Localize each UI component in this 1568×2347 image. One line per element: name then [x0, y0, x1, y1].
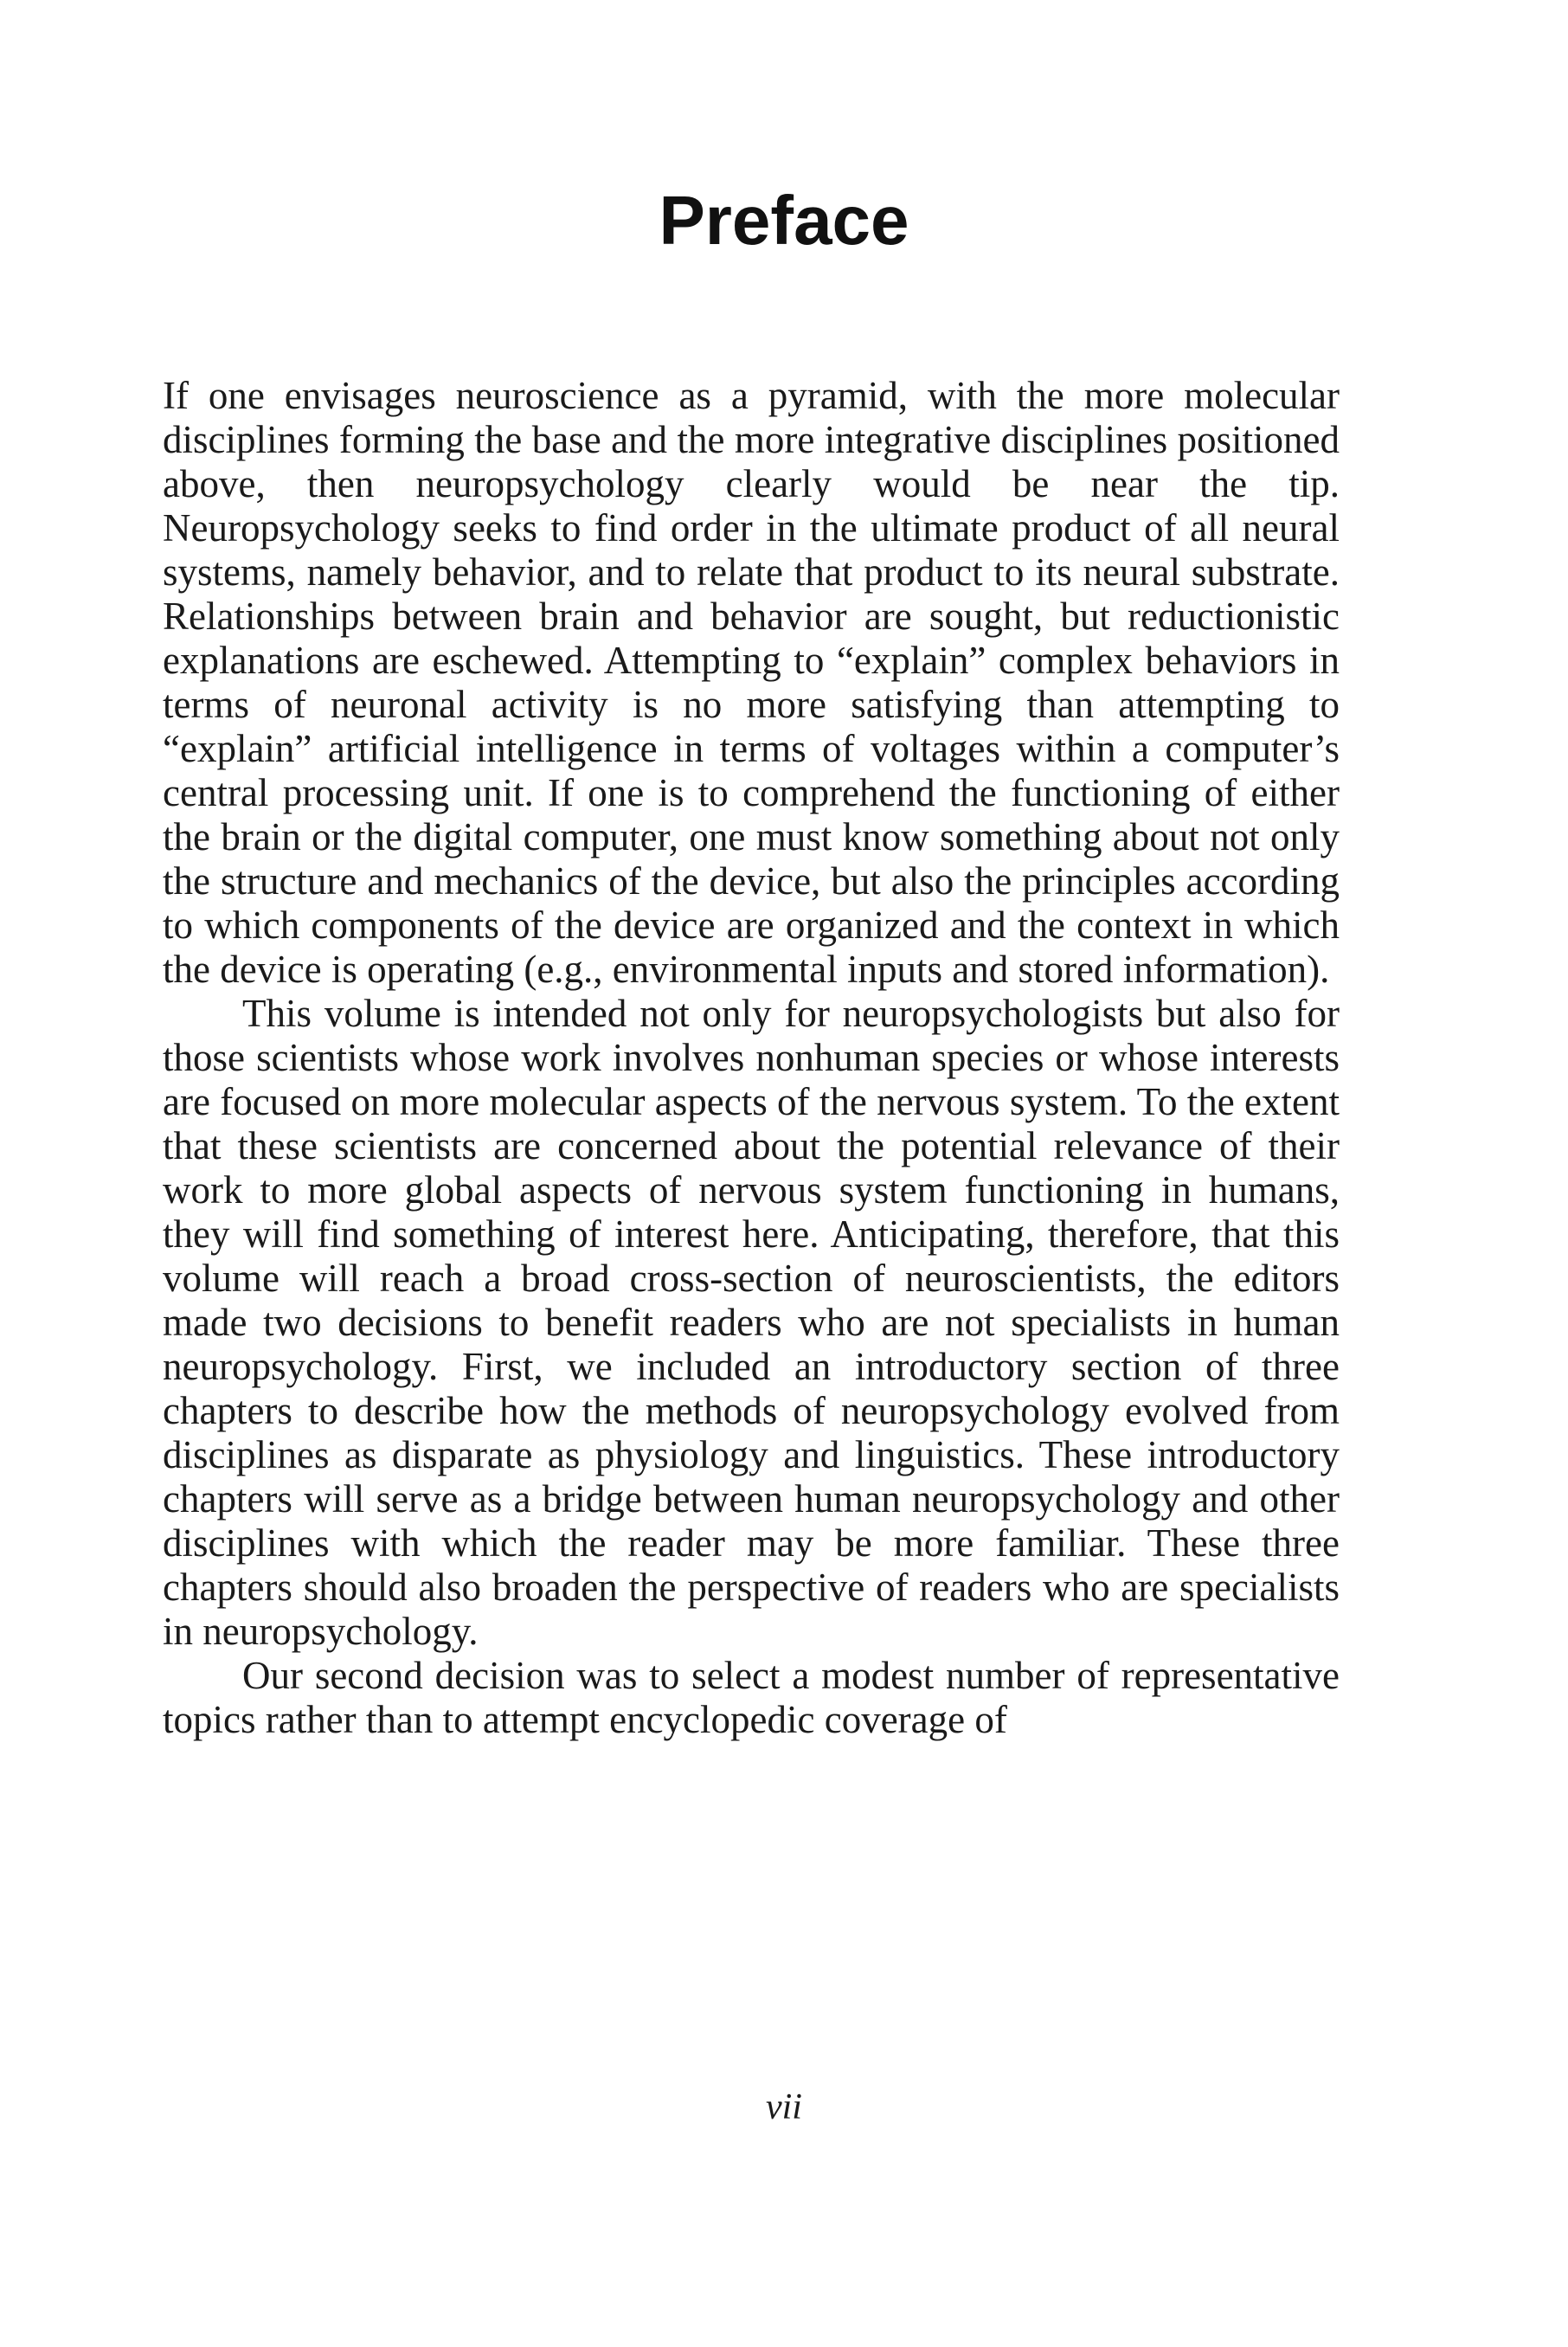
- paragraph-1: If one envisages neuroscience as a pyramid, with the more molecular disciplines forming the base and the more integrative disciplines positioned above, then neuropsychology clearly would be near the tip. Neuropsychology seeks to find order in the ultimate product of all neural systems, namely behavior, and to relate that product to its neural substrate. Relationships between brain and behavior are sought, but reductionistic explanations are eschewed. Attempting to “explain” complex behaviors in terms of neuronal activity is no more satisfying than attempting to “explain” artificial intelligence in terms of voltages within a computer’s central processing unit. If one is to comprehend the functioning of either the brain or the digital computer, one must know something about not only the structure and mechanics of the device, but also the principles according to which components of the device are organized and the context in which the device is operating (e.g., environmental inputs and stored information).: [163, 374, 1340, 991]
- paragraph-3: Our second decision was to select a modest number of representative topics rather than to attempt encyclopedic coverage of: [163, 1654, 1340, 1741]
- preface-body: [163, 374, 1340, 1742]
- page-title: Preface: [659, 182, 909, 259]
- paragraph-2: This volume is intended not only for neuropsychologists but also for those scientists whose work involves nonhuman species or whose interests are focused on more molecular aspects of the nervous system. To the extent that these scientists are concerned about the potential relevance of their work to more global aspects of nervous system functioning in humans, they will find something of interest here. Anticipating, therefore, that this volume will reach a broad cross-section of neuroscientists, the editors made two decisions to benefit readers who are not specialists in human neuropsychology. First, we included an introductory section of three chapters to describe how the methods of neuropsychology evolved from disciplines as disparate as physiology and linguistics. These introductory chapters will serve as a bridge between human neuropsychology and other disciplines with which the reader may be more familiar. These three chapters should also broaden the perspective of readers who are specialists in neuropsychology.: [163, 992, 1340, 1653]
- page-number: vii: [766, 2087, 802, 2127]
